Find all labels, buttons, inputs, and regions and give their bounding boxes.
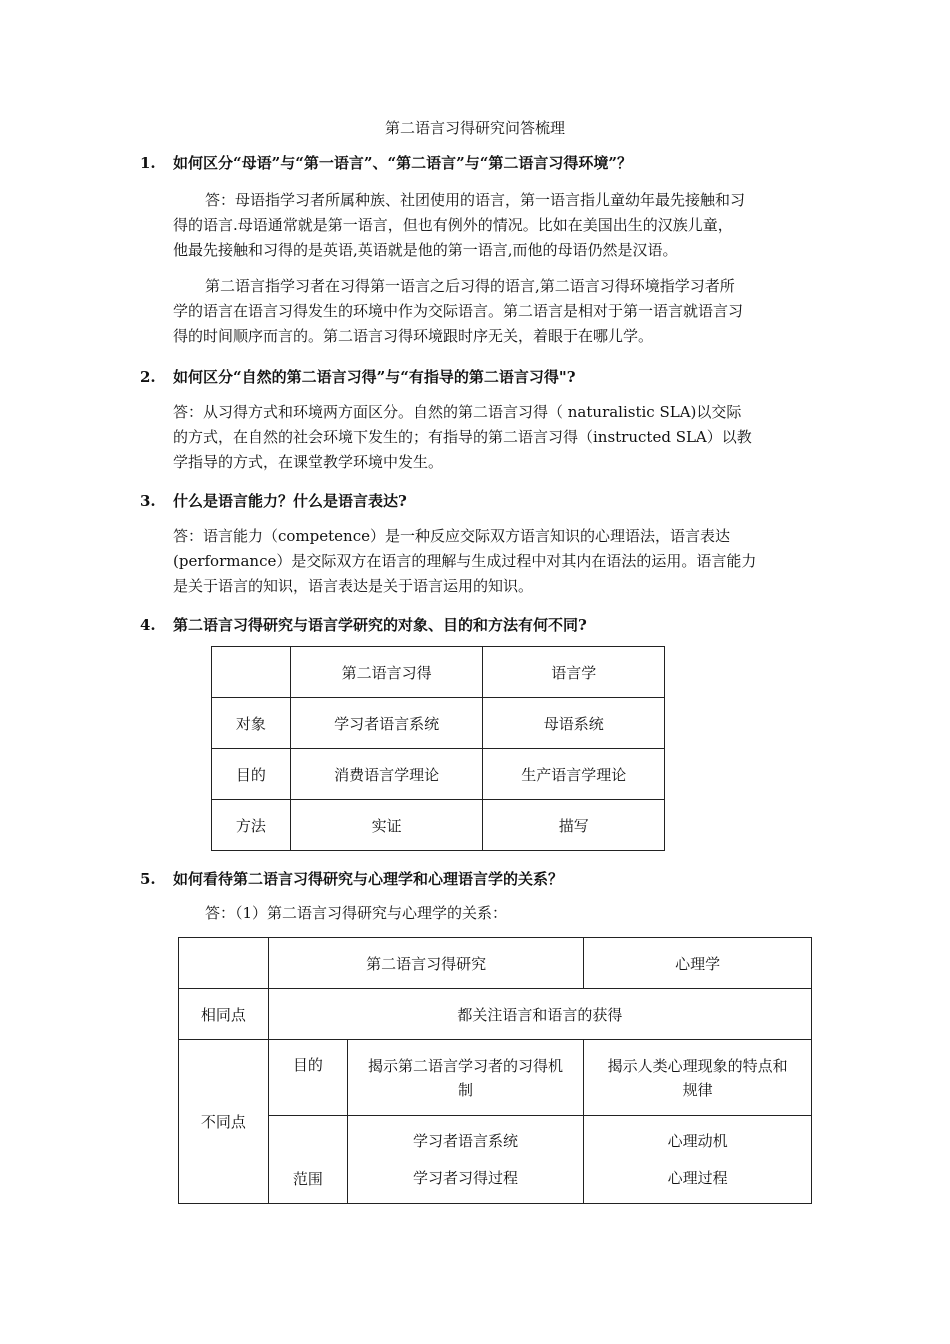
table-cell: 范围 — [268, 1116, 347, 1204]
table-cell: 描写 — [483, 800, 665, 851]
table-cell — [347, 1116, 584, 1204]
question-3 — [140, 490, 407, 511]
cell-line: 规律 — [682, 1080, 713, 1099]
table-cell: 方法 — [212, 800, 291, 851]
text-line: 他最先接触和习得的是英语,英语就是他的第一语言,而他的母语仍然是汉语。 — [173, 241, 678, 259]
table-row-same — [179, 989, 812, 1040]
comparison-table-sla-linguistics — [211, 646, 665, 851]
text-line: 的方式，在自然的社会环境下发生的；有指导的第二语言习得（instructed SLA）以教 — [173, 428, 752, 446]
table-cell: 对象 — [212, 698, 291, 749]
question-4 — [140, 614, 587, 635]
table-cell — [584, 1040, 812, 1116]
question-text: 如何区分“自然的第二语言习得”与“有指导的第二语言习得"? — [173, 368, 576, 386]
table-cell: 都关注语言和语言的获得 — [268, 989, 811, 1040]
table-row-scope — [179, 1116, 812, 1204]
cell-line: 学习者习得过程 — [413, 1168, 519, 1187]
table-cell: 目的 — [212, 749, 291, 800]
table-cell: 第二语言习得研究 — [268, 938, 583, 989]
table-cell: 心理学 — [584, 938, 812, 989]
answer-1-paragraph-2 — [173, 274, 813, 349]
table-header-row — [179, 938, 812, 989]
text-line: 得的时间顺序而言的。第二语言习得环境跟时序无关，着眼于在哪儿学。 — [173, 327, 654, 345]
answer-3 — [173, 524, 813, 599]
table-cell: 语言学 — [483, 647, 665, 698]
table-cell: 实证 — [290, 800, 483, 851]
table-cell — [347, 1040, 584, 1116]
text-line: 答：母语指学习者所属种族、社团使用的语言，第一语言指儿童幼年最先接触和习 — [205, 191, 746, 209]
question-number: 3. — [140, 492, 156, 510]
table-cell: 第二语言习得 — [290, 647, 483, 698]
table-row — [212, 800, 665, 851]
table-cell: 母语系统 — [483, 698, 665, 749]
table-cell: 相同点 — [179, 989, 269, 1040]
table-cell — [584, 1116, 812, 1204]
table-row — [212, 749, 665, 800]
cell-line: 制 — [458, 1080, 474, 1099]
text-line: 第二语言指学习者在习得第一语言之后习得的语言,第二语言习得环境指学习者所 — [205, 277, 735, 295]
table-row-purpose — [179, 1040, 812, 1116]
question-text: 如何看待第二语言习得研究与心理学和心理语言学的关系？ — [173, 870, 564, 888]
question-number: 2. — [140, 368, 156, 386]
cell-line: 心理过程 — [667, 1168, 728, 1187]
cell-line: 心理动机 — [667, 1131, 728, 1150]
table-cell — [212, 647, 291, 698]
table-header-row — [212, 647, 665, 698]
table-cell: 生产语言学理论 — [483, 749, 665, 800]
table-cell: 不同点 — [179, 1040, 269, 1204]
table-cell-empty — [179, 938, 269, 989]
comparison-table-sla-psychology — [178, 937, 812, 1204]
document-title: 第二语言习得研究问答梳理 — [384, 119, 565, 137]
text-line: 答：语言能力（competence）是一种反应交际双方语言知识的心理语法，语言表达 — [173, 527, 730, 545]
question-5 — [140, 868, 563, 889]
question-text: 什么是语言能力？什么是语言表达? — [173, 492, 407, 510]
table-cell: 消费语言学理论 — [290, 749, 483, 800]
text-line: 得的语言.母语通常就是第一语言，但也有例外的情况。比如在美国出生的汉族儿童， — [173, 216, 733, 234]
question-text: 第二语言习得研究与语言学研究的对象、目的和方法有何不同? — [173, 616, 587, 634]
table-cell: 目的 — [268, 1040, 347, 1116]
text-line: 是关于语言的知识，语言表达是关于语言运用的知识。 — [173, 577, 534, 595]
answer-2 — [173, 400, 813, 475]
answer-1-paragraph-1 — [173, 188, 813, 263]
question-text: 如何区分“母语”与“第一语言”、“第二语言”与“第二语言习得环境”？ — [173, 154, 633, 172]
question-2 — [140, 366, 576, 387]
cell-line: 揭示第二语言学习者的习得机 — [368, 1056, 564, 1075]
text-line: 学指导的方式，在课堂教学环境中发生。 — [173, 453, 444, 471]
answer-5-intro: 答：（1）第二语言习得研究与心理学的关系： — [205, 904, 508, 922]
text-line: 学的语言在语言习得发生的环境中作为交际语言。第二语言是相对于第一语言就语言习 — [173, 302, 744, 320]
cell-line: 学习者语言系统 — [413, 1131, 519, 1150]
question-1 — [140, 152, 632, 173]
text-line: 答：从习得方式和环境两方面区分。自然的第二语言习得（ naturalistic SLA)以交际 — [173, 403, 742, 421]
question-number: 4. — [140, 616, 156, 634]
question-number: 5. — [140, 870, 156, 888]
text-line: (performance）是交际双方在语言的理解与生成过程中对其内在语法的运用。语言能力 — [173, 552, 757, 570]
table-cell: 学习者语言系统 — [290, 698, 483, 749]
question-number: 1. — [140, 154, 156, 172]
table-row — [212, 698, 665, 749]
cell-line: 揭示人类心理现象的特点和 — [607, 1056, 788, 1075]
